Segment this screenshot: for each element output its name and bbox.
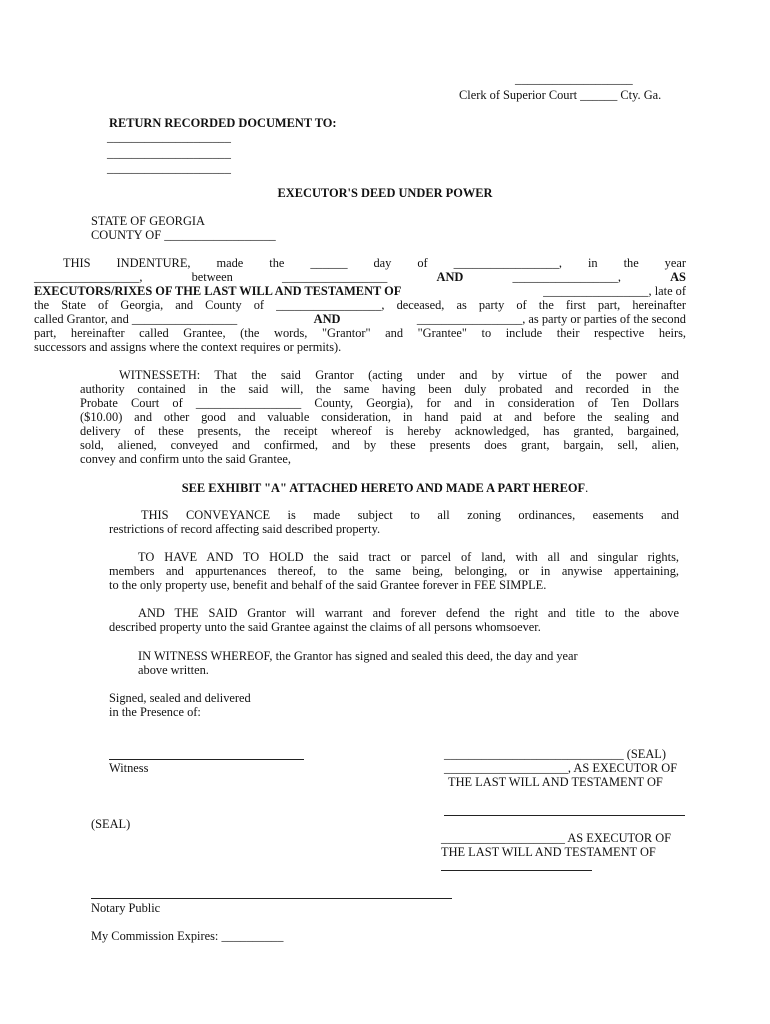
testator-blank: _________________, late of (543, 284, 686, 298)
word: the (269, 256, 285, 270)
word: made (216, 256, 244, 270)
and-word: AND (436, 270, 464, 284)
as-word: AS (670, 270, 686, 284)
executor-line-2: ____________________ AS EXECUTOR OF (441, 831, 672, 845)
return-line-2: ____________________ (107, 146, 231, 160)
clerk-line: Clerk of Superior Court ______ Cty. Ga. (459, 88, 662, 102)
notary-signature-line (91, 898, 452, 899)
word: between (191, 270, 233, 284)
testimonium-paragraph (109, 649, 679, 677)
document-title: EXECUTOR'S DEED UNDER POWER (277, 186, 493, 200)
indenture-paragraph (34, 256, 686, 354)
indenture-line-2 (34, 270, 686, 284)
warranty-line-2: described property unto the said Grantee against the claims of all persons whomsoever. (109, 620, 541, 634)
word: of (417, 256, 428, 270)
habendum-line-1: TO HAVE AND TO HOLD the said tract or parcel of land, with all and singular rights, (138, 550, 679, 564)
state-of-georgia: STATE OF GEORGIA (91, 214, 205, 228)
executors-heading: EXECUTORS/RIXES OF THE LAST WILL AND TESTAMENT OF (34, 284, 402, 298)
conveyance-line-2: restrictions of record affecting said described property. (109, 522, 381, 536)
word: year (664, 256, 686, 270)
testator-line-2 (441, 870, 592, 871)
and-word-2: AND (313, 312, 341, 326)
indenture-line-7: successors and assigns where the context requires or permits). (34, 340, 342, 354)
indenture-line-1 (34, 256, 686, 270)
witnesseth-line-3: Probate Court of _________________ County, Georgia), for and in consideration of Ten Dollars (80, 396, 679, 410)
witness-signature-line (109, 759, 304, 760)
county-line: COUNTY OF __________________ (91, 228, 276, 242)
warranty-paragraph (109, 606, 679, 634)
executor-line-1: ____________________, AS EXECUTOR OF (444, 761, 678, 775)
word: INDENTURE, (116, 256, 191, 270)
habendum-paragraph (109, 550, 679, 592)
commission-expires: My Commission Expires: __________ (91, 929, 284, 943)
habendum-line-3: to the only property use, benefit and behalf of the said Grantee forever in FEE SIMPLE. (109, 578, 547, 592)
seal-line-1: _____________________________ (SEAL) (444, 747, 666, 761)
will-line-1: THE LAST WILL AND TESTAMENT OF (448, 775, 663, 789)
month-blank: _________________, (453, 256, 563, 270)
witnesseth-line-2: authority contained in the said will, the same having been duly probated and recorded in the (80, 382, 679, 396)
exhibit-reference (0, 481, 770, 495)
testator-line-1 (444, 815, 685, 816)
witnesseth-line-5: delivery of these presents, the receipt whereof is hereby acknowledged, has granted, bargained, (80, 424, 679, 438)
indenture-line-5 (34, 312, 686, 326)
witnesseth-line-1: WITNESSETH: That the said Grantor (acting under and by virtue of the power and (119, 368, 679, 382)
year-blank: _________________, (34, 270, 143, 284)
witnesseth-line-7: convey and confirm unto the said Grantee, (80, 452, 291, 466)
return-line-3: ____________________ (107, 161, 231, 175)
word: day (373, 256, 392, 270)
indenture-line-4: the State of Georgia, and County of _________________, deceased, as party of the first part, hereinafter (34, 298, 686, 312)
witnesseth-line-6: sold, aliened, conveyed and confirmed, and by these presents does grant, bargain, sell, alien, (80, 438, 679, 452)
word: the (623, 256, 639, 270)
executor-blank-2: _________________, (512, 270, 621, 284)
executor-blank-1: _________________ (282, 270, 388, 284)
clerk-signature-blank: ___________________ (515, 72, 633, 86)
indenture-line-3 (34, 284, 686, 298)
grantee-blank-1: called Grantor, and _________________ (34, 312, 238, 326)
in-presence-of: in the Presence of: (109, 705, 201, 719)
signed-sealed-delivered: Signed, sealed and delivered (109, 691, 251, 705)
grantee-blank-2: _________________, as party or parties of the second (416, 312, 686, 326)
will-line-2: THE LAST WILL AND TESTAMENT OF (441, 845, 656, 859)
conveyance-paragraph (109, 508, 679, 536)
habendum-line-2: members and appurtenances thereof, to the same being, belonging, or in anywise appertaining, (109, 564, 679, 578)
seal-label: (SEAL) (91, 817, 131, 831)
exhibit-text: SEE EXHIBIT "A" ATTACHED HERETO AND MADE A PART HEREOF (181, 481, 586, 495)
word: in (587, 256, 598, 270)
exhibit-period: . (585, 481, 589, 495)
day-blank: ______ (310, 256, 348, 270)
witness-label: Witness (109, 761, 149, 775)
word: THIS (63, 256, 91, 270)
conveyance-line-1: THIS CONVEYANCE is made subject to all zoning ordinances, easements and (141, 508, 679, 522)
return-recorded-title: RETURN RECORDED DOCUMENT TO: (109, 116, 337, 130)
warranty-line-1: AND THE SAID Grantor will warrant and forever defend the right and title to the above (138, 606, 679, 620)
testimonium-line-1: IN WITNESS WHEREOF, the Grantor has signed and sealed this deed, the day and year (138, 649, 578, 663)
return-line-1: ____________________ (107, 130, 231, 144)
testimonium-line-2: above written. (138, 663, 209, 677)
witnesseth-paragraph (80, 368, 679, 466)
indenture-line-6: part, hereinafter called Grantee, (the words, "Grantor" and "Grantee" to include their respective heirs, (34, 326, 686, 340)
witnesseth-line-4: ($10.00) and other good and valuable consideration, in hand paid at and before the sealing and (80, 410, 679, 424)
notary-label: Notary Public (91, 901, 161, 915)
